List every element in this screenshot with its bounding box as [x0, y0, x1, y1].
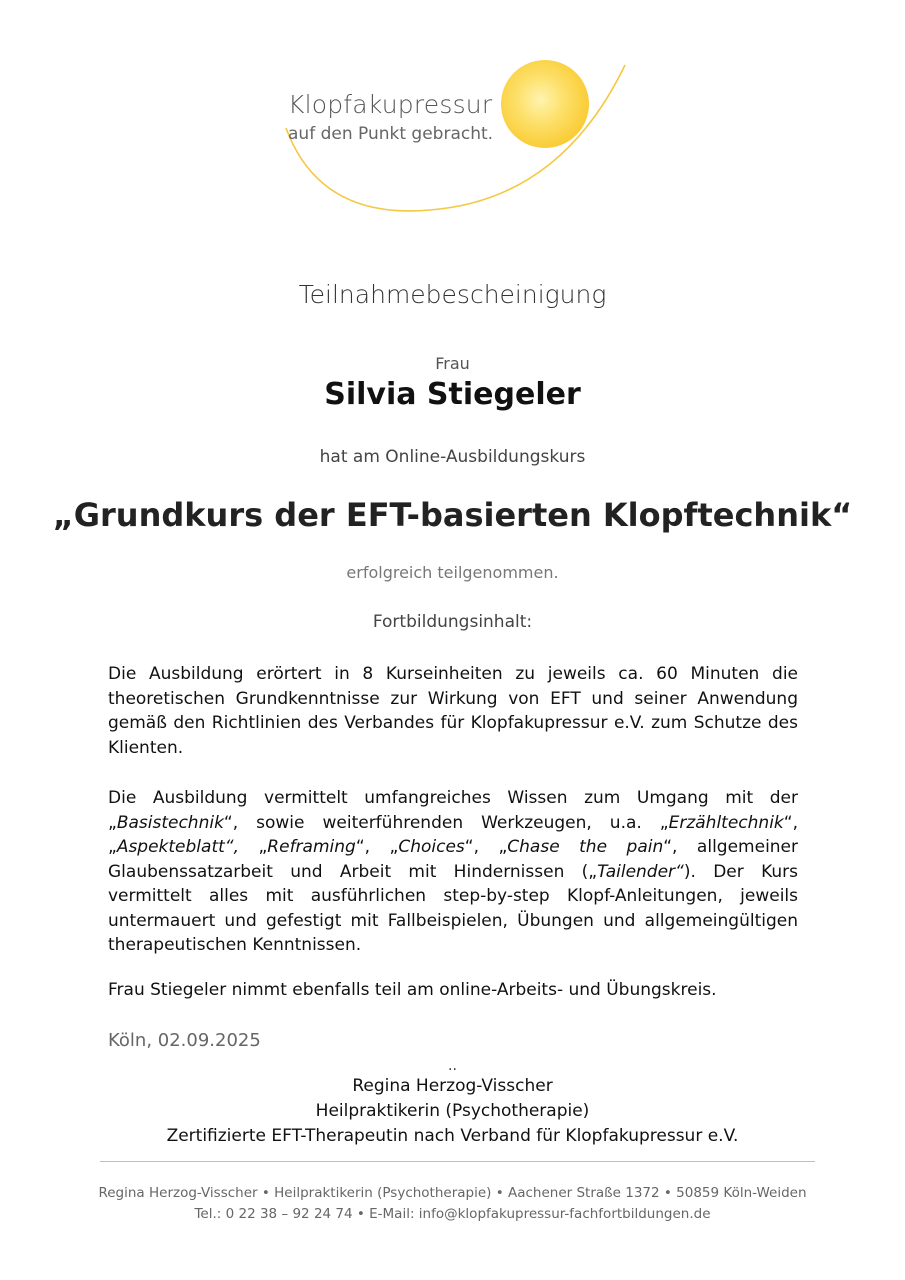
success-note: erfolgreich teilgenommen.: [346, 563, 559, 582]
signatory-certification: Zertifizierte EFT-Therapeutin nach Verband für Klopfakupressur e.V.: [166, 1126, 739, 1146]
signatory-title: Heilpraktikerin (Psychotherapie): [315, 1101, 590, 1121]
place-date: Köln, 02.09.2025: [108, 1030, 261, 1051]
body-paragraph-2: Die Ausbildung vermittelt umfangreiches Wissen zum Umgang mit der „Basistechnik“, sowie weiterführenden Werkzeugen, u.a. „Erzähltechnik“, „Aspekteblatt“, „Reframing“, „Choices“, „Chase the pain“, allgemeiner Glaubenssatzarbeit und Arbeit mit Hindernissen („Tailender“). Der Kurs vermittelt alles mit ausführlichen step-by-step Klopf-Anleitungen, jeweils untermauert und gefestigt mit Fallbeispielen, Übungen und allgemeingültigen therapeutischen Kenntnissen.: [108, 788, 799, 955]
sun-icon: [501, 60, 589, 148]
body-paragraph-1: Die Ausbildung erörtert in 8 Kurseinheiten zu jeweils ca. 60 Minuten die theoretischen Grundkenntnisse zur Wirkung von EFT und seiner Anwendung gemäß den Richtlinien des Verbandes für Klopfakupressur e.V. zum Schutze des Klienten.: [108, 664, 798, 758]
certificate-heading: Teilnahmebescheinigung: [298, 280, 607, 309]
logo-title: Klopfakupressur: [288, 90, 493, 119]
body-paragraph-3: Frau Stiegeler nimmt ebenfalls teil am online-Arbeits- und Übungskreis.: [108, 980, 717, 1000]
footer-divider: [100, 1161, 815, 1162]
salutation: Frau: [435, 354, 470, 373]
logo-subtitle: auf den Punkt gebracht.: [288, 124, 494, 144]
term-choices: Choices: [398, 837, 465, 857]
term-basistechnik: Basistechnik: [116, 812, 224, 833]
participant-name: Silvia Stiegeler: [324, 377, 581, 412]
term-reframing: Reframing: [267, 837, 356, 857]
logo: [280, 60, 640, 220]
term-erzaehltechnik: Erzähltechnik: [668, 812, 784, 833]
term-tailender: Tailender“: [597, 861, 684, 882]
term-aspekteblatt: Aspekteblatt“,: [116, 837, 239, 857]
signature-mark: ..: [448, 1058, 457, 1074]
term-chase-the-pain: Chase the pain: [507, 837, 664, 857]
course-intro: hat am Online-Ausbildungskurs: [319, 447, 586, 467]
footer-contact: Tel.: 0 22 38 – 92 24 74 • E-Mail: info@klopfakupressur-fachfortbildungen.de: [194, 1206, 711, 1222]
content-heading: Fortbildungsinhalt:: [372, 612, 533, 632]
footer-address: Regina Herzog-Visscher • Heilpraktikerin (Psychotherapie) • Aachener Straße 1372 • 50859 Köln-Weiden: [98, 1185, 807, 1201]
signatory-name: Regina Herzog-Visscher: [352, 1076, 553, 1096]
course-title: „Grundkurs der EFT-basierten Klopftechnik“: [52, 496, 853, 534]
